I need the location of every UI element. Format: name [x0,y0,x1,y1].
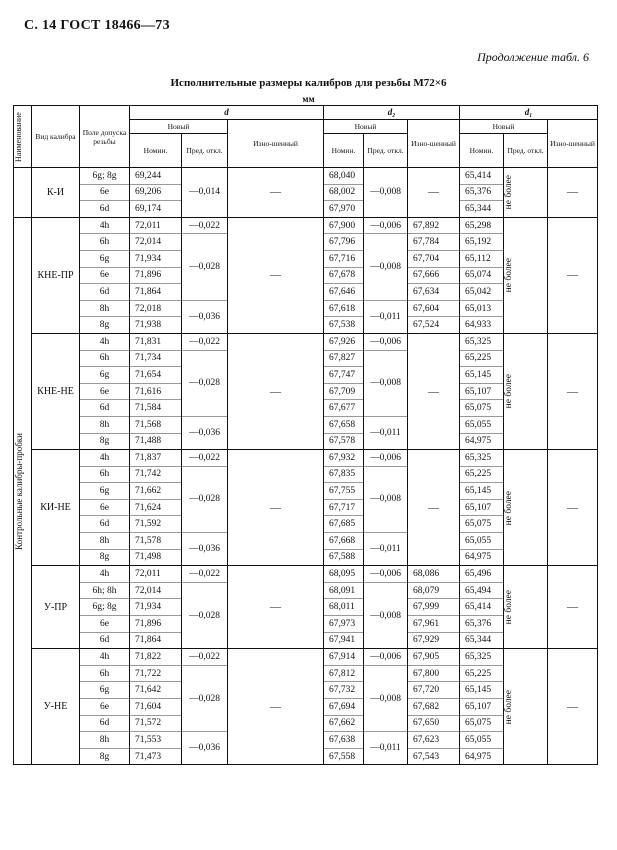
d1-pred: не более [504,333,548,449]
d-nomin: 71,498 [130,549,182,566]
d2-pred: —0,011 [364,732,408,765]
d1-nomin: 65,344 [460,201,504,218]
gauge-name: К-И [32,168,80,218]
d-nomin: 72,011 [130,566,182,583]
tolerance-field: 6e [80,699,130,716]
d-pred: —0,028 [182,350,228,416]
tolerance-field: 6h; 8h [80,582,130,599]
gauge-name: У-НЕ [32,649,80,765]
d-nomin: 71,662 [130,483,182,500]
d1-nomin: 65,075 [460,715,504,732]
d2-nomin: 67,835 [324,466,364,483]
table-row [14,450,598,467]
d2-nomin: 67,932 [324,450,364,467]
d1-nomin: 65,107 [460,383,504,400]
header-d2-new: Новый [324,120,408,134]
d-nomin: 71,896 [130,616,182,633]
d2-worn: 68,079 [408,582,460,599]
d1-nomin: 65,192 [460,234,504,251]
d-pred: —0,022 [182,649,228,666]
table-body [14,168,598,765]
header-naimenovanie: Наименование [14,106,32,168]
gauge-name: КНЕ-НЕ [32,333,80,449]
side-label-cell: Контрольные калибры-пробки [14,217,32,765]
d1-nomin: 65,013 [460,300,504,317]
d2-nomin: 67,970 [324,201,364,218]
d2-nomin: 67,658 [324,416,364,433]
d-nomin: 71,896 [130,267,182,284]
d1-nomin: 65,376 [460,616,504,633]
table-row [14,217,598,234]
d-nomin: 71,488 [130,433,182,450]
tolerance-field: 8h [80,416,130,433]
header-d2: d₂ [324,106,460,120]
d2-nomin: 67,694 [324,699,364,716]
tolerance-field: 6e [80,383,130,400]
units-label: мм [302,94,315,104]
d1-nomin: 65,225 [460,665,504,682]
d-worn: — [228,333,324,449]
d1-nomin: 65,496 [460,566,504,583]
tolerance-field: 6e [80,267,130,284]
d2-worn: 67,720 [408,682,460,699]
tolerance-field: 4h [80,450,130,467]
dimensions-table-wrapper [13,105,597,765]
tolerance-field: 6d [80,201,130,218]
d2-worn: 67,905 [408,649,460,666]
d2-worn: 67,650 [408,715,460,732]
d2-nomin: 67,668 [324,533,364,550]
tolerance-field: 8h [80,533,130,550]
d2-nomin: 67,677 [324,400,364,417]
d2-worn: 67,892 [408,217,460,234]
d-worn: — [228,649,324,765]
header-d1-nomin: Номин. [460,134,504,168]
d1-nomin: 65,225 [460,466,504,483]
header-pole: Поле допуска резьбы [80,106,130,168]
d2-pred: —0,008 [364,350,408,416]
tolerance-field: 6g [80,250,130,267]
d-pred: —0,022 [182,333,228,350]
header-d1-new: Новый [460,120,548,134]
d1-nomin: 65,074 [460,267,504,284]
d1-nomin: 65,376 [460,184,504,201]
d1-nomin: 64,975 [460,748,504,765]
d2-pred: —0,011 [364,533,408,566]
d-worn: — [228,566,324,649]
d-nomin: 71,831 [130,333,182,350]
tolerance-field: 8g [80,317,130,334]
d-nomin: 71,864 [130,284,182,301]
page-header-right: Продолжение табл. 6 [477,50,589,64]
d-nomin: 71,864 [130,632,182,649]
d2-nomin: 67,538 [324,317,364,334]
table-row [14,333,598,350]
d1-nomin: 65,107 [460,499,504,516]
d1-nomin: 65,145 [460,483,504,500]
d-pred: —0,028 [182,234,228,300]
d2-nomin: 68,095 [324,566,364,583]
side-empty-top [14,168,32,218]
d2-nomin: 67,914 [324,649,364,666]
header-d1-pred: Пред. откл. [504,134,548,168]
page-header-left: С. 14 ГОСТ 18466—73 [24,18,170,33]
d-pred: —0,036 [182,533,228,566]
d-worn: — [228,168,324,218]
tolerance-field: 8h [80,300,130,317]
table-row [14,649,598,666]
d1-nomin: 65,298 [460,217,504,234]
gauge-name: КИ-НЕ [32,450,80,566]
d-nomin: 71,938 [130,317,182,334]
tolerance-field: 8h [80,732,130,749]
d2-pred: —0,008 [364,582,408,648]
d1-nomin: 65,055 [460,416,504,433]
d2-nomin: 67,709 [324,383,364,400]
d1-nomin: 65,145 [460,367,504,384]
d2-nomin: 67,716 [324,250,364,267]
d-pred: —0,028 [182,582,228,648]
d-nomin: 71,592 [130,516,182,533]
d1-pred: не более [504,566,548,649]
d2-worn: 67,543 [408,748,460,765]
tolerance-field: 6g [80,367,130,384]
d-nomin: 72,014 [130,234,182,251]
d2-worn: 67,704 [408,250,460,267]
d-pred: —0,036 [182,732,228,765]
d1-worn: — [548,217,598,333]
d2-pred: —0,011 [364,300,408,333]
d-pred: —0,028 [182,466,228,532]
d1-nomin: 64,933 [460,317,504,334]
d1-worn: — [548,649,598,765]
d-nomin: 69,244 [130,168,182,185]
d2-nomin: 67,827 [324,350,364,367]
d2-nomin: 67,578 [324,433,364,450]
d2-pred: —0,008 [364,168,408,218]
gauge-name: КНЕ-ПР [32,217,80,333]
d2-nomin: 68,091 [324,582,364,599]
tolerance-field: 6h [80,466,130,483]
d2-pred: —0,006 [364,649,408,666]
d1-worn: — [548,333,598,449]
d-nomin: 71,624 [130,499,182,516]
d-worn: — [228,450,324,566]
d-nomin: 71,934 [130,250,182,267]
d2-worn: 67,784 [408,234,460,251]
d2-nomin: 67,926 [324,333,364,350]
d2-nomin: 67,646 [324,284,364,301]
gauge-name: У-ПР [32,566,80,649]
d2-nomin: 67,638 [324,732,364,749]
d2-nomin: 68,002 [324,184,364,201]
tolerance-field: 4h [80,649,130,666]
header-d1-worn: Изно-шенный [548,120,598,168]
d-pred: —0,028 [182,665,228,731]
d-nomin: 71,837 [130,450,182,467]
d2-worn: 67,524 [408,317,460,334]
d2-nomin: 67,747 [324,367,364,384]
d2-nomin: 67,812 [324,665,364,682]
d1-nomin: 65,042 [460,284,504,301]
d1-nomin: 65,494 [460,582,504,599]
d-nomin: 71,742 [130,466,182,483]
tolerance-field: 6d [80,284,130,301]
d2-pred: —0,011 [364,416,408,449]
d2-nomin: 67,662 [324,715,364,732]
table-row [14,168,598,185]
d2-pred: —0,006 [364,333,408,350]
d-pred: —0,022 [182,217,228,234]
tolerance-field: 6e [80,616,130,633]
d-pred: —0,036 [182,416,228,449]
dimensions-table [13,105,598,765]
d2-worn: 67,929 [408,632,460,649]
tolerance-field: 4h [80,217,130,234]
header-d2-worn: Изно-шенный [408,120,460,168]
d2-worn: — [408,450,460,566]
d2-pred: —0,008 [364,665,408,731]
d2-worn: 67,604 [408,300,460,317]
d2-nomin: 67,796 [324,234,364,251]
d2-worn: 67,800 [408,665,460,682]
tolerance-field: 6h [80,350,130,367]
tolerance-field: 6d [80,715,130,732]
tolerance-field: 6g [80,483,130,500]
d2-worn: 67,961 [408,616,460,633]
d1-pred: не более [504,217,548,333]
header-d2-pred: Пред. откл. [364,134,408,168]
d2-nomin: 67,900 [324,217,364,234]
d-nomin: 72,018 [130,300,182,317]
d2-nomin: 67,717 [324,499,364,516]
d1-nomin: 65,414 [460,599,504,616]
d2-pred: —0,008 [364,466,408,532]
d-nomin: 71,722 [130,665,182,682]
d1-nomin: 65,325 [460,649,504,666]
d2-nomin: 67,588 [324,549,364,566]
table-title: Исполнительные размеры калибров для резьбы М72×6 [170,77,447,89]
d1-pred: не более [504,450,548,566]
tolerance-field: 6d [80,632,130,649]
d-nomin: 69,174 [130,201,182,218]
tolerance-field: 6g; 8g [80,599,130,616]
d1-worn: — [548,168,598,218]
d2-pred: —0,008 [364,234,408,300]
d1-nomin: 65,055 [460,732,504,749]
tolerance-field: 4h [80,566,130,583]
d2-nomin: 67,732 [324,682,364,699]
d1-nomin: 65,112 [460,250,504,267]
d1-nomin: 65,075 [460,516,504,533]
d2-worn: 67,634 [408,284,460,301]
header-d-pred: Пред. откл. [182,134,228,168]
d2-worn: — [408,168,460,218]
d1-nomin: 64,975 [460,549,504,566]
d1-worn: — [548,566,598,649]
d2-pred: —0,006 [364,217,408,234]
d2-nomin: 67,558 [324,748,364,765]
d1-nomin: 65,055 [460,533,504,550]
d2-worn: 67,666 [408,267,460,284]
d-nomin: 71,616 [130,383,182,400]
d2-nomin: 68,011 [324,599,364,616]
d2-worn: — [408,333,460,449]
table-row [14,566,598,583]
d1-worn: — [548,450,598,566]
tolerance-field: 6e [80,184,130,201]
d-nomin: 72,014 [130,582,182,599]
d-nomin: 71,473 [130,748,182,765]
d2-worn: 67,623 [408,732,460,749]
d-pred: —0,022 [182,450,228,467]
tolerance-field: 6h [80,234,130,251]
tolerance-field: 6h [80,665,130,682]
tolerance-field: 8g [80,549,130,566]
d-nomin: 71,572 [130,715,182,732]
d-pred: —0,022 [182,566,228,583]
d1-nomin: 65,325 [460,450,504,467]
tolerance-field: 8g [80,748,130,765]
d2-nomin: 67,941 [324,632,364,649]
tolerance-field: 6d [80,516,130,533]
d2-nomin: 67,685 [324,516,364,533]
tolerance-field: 6e [80,499,130,516]
d1-nomin: 65,344 [460,632,504,649]
d-pred: —0,036 [182,300,228,333]
d1-nomin: 65,225 [460,350,504,367]
d2-nomin: 67,678 [324,267,364,284]
table-header [14,106,598,168]
d2-pred: —0,006 [364,450,408,467]
header-d: d [130,106,324,120]
d2-worn: 67,682 [408,699,460,716]
d-worn: — [228,217,324,333]
d2-nomin: 67,755 [324,483,364,500]
header-vid: Вид калибра [32,106,80,168]
d2-worn: 67,999 [408,599,460,616]
d1-nomin: 65,107 [460,699,504,716]
d1-nomin: 65,325 [460,333,504,350]
d-pred: —0,014 [182,168,228,218]
d1-pred: не более [504,168,548,218]
tolerance-field: 6g [80,682,130,699]
tolerance-field: 4h [80,333,130,350]
d-nomin: 71,822 [130,649,182,666]
tolerance-field: 8g [80,433,130,450]
d2-nomin: 68,040 [324,168,364,185]
d2-pred: —0,006 [364,566,408,583]
d-nomin: 69,206 [130,184,182,201]
header-d2-nomin: Номин. [324,134,364,168]
header-d-worn: Изно-шенный [228,120,324,168]
d1-nomin: 64,975 [460,433,504,450]
d2-nomin: 67,618 [324,300,364,317]
d-nomin: 71,584 [130,400,182,417]
d2-nomin: 67,973 [324,616,364,633]
d1-pred: не более [504,649,548,765]
d1-nomin: 65,414 [460,168,504,185]
tolerance-field: 6g; 8g [80,168,130,185]
d1-nomin: 65,075 [460,400,504,417]
d-nomin: 71,654 [130,367,182,384]
header-d-nomin: Номин. [130,134,182,168]
tolerance-field: 6d [80,400,130,417]
d1-nomin: 65,145 [460,682,504,699]
d-nomin: 71,604 [130,699,182,716]
d-nomin: 71,578 [130,533,182,550]
d-nomin: 71,734 [130,350,182,367]
d-nomin: 71,568 [130,416,182,433]
d-nomin: 72,011 [130,217,182,234]
header-d1: d₁ [460,106,598,120]
header-d-new: Новый [130,120,228,134]
d2-worn: 68,086 [408,566,460,583]
d-nomin: 71,642 [130,682,182,699]
d-nomin: 71,553 [130,732,182,749]
d-nomin: 71,934 [130,599,182,616]
